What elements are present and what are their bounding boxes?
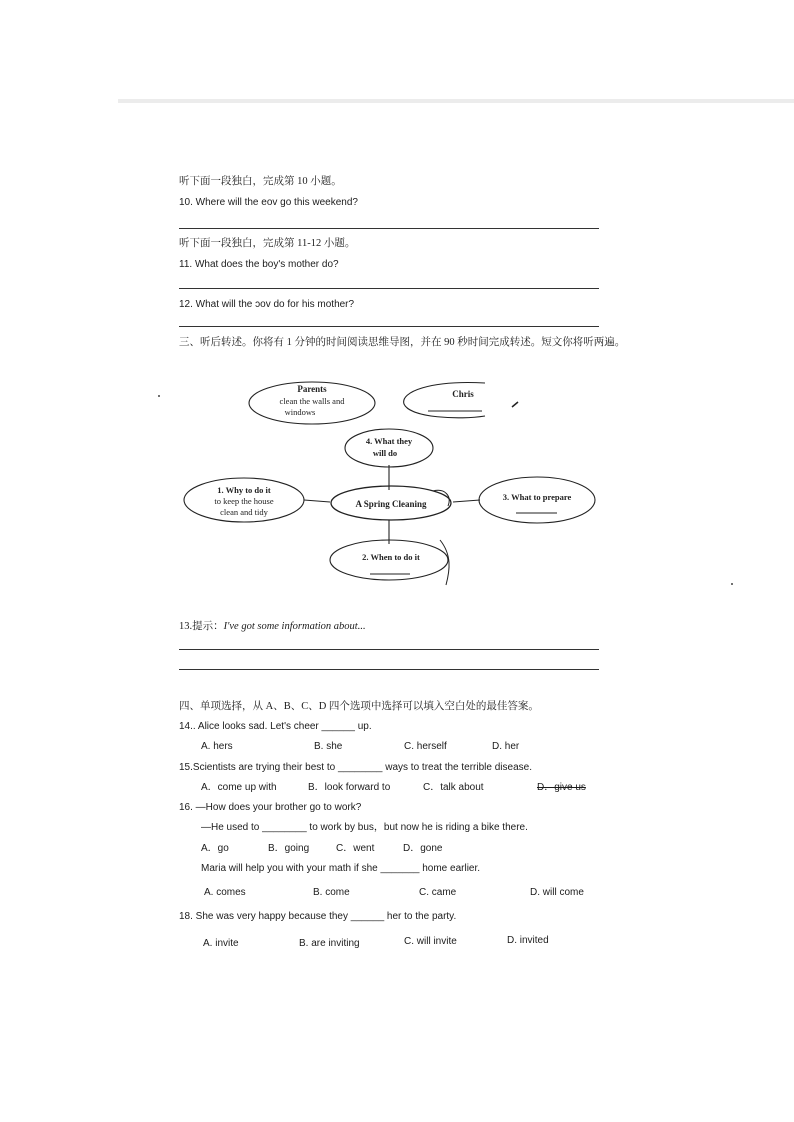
- instruction-q11-12: 听下面一段独白，完成第 11-12 小题。: [179, 238, 356, 249]
- q18-option-b[interactable]: B. are inviting: [299, 938, 360, 949]
- q18-option-c[interactable]: C. will invite: [404, 936, 457, 947]
- q16-option-a[interactable]: A．go: [201, 843, 229, 854]
- node4-line2: will do: [372, 448, 398, 458]
- node4-line1: 4. What they: [365, 436, 413, 446]
- q16-option-d[interactable]: D．gone: [403, 843, 443, 854]
- q15-option-b[interactable]: B．look forward to: [308, 782, 391, 793]
- q17-option-c[interactable]: C. came: [419, 887, 457, 898]
- chris-node: [404, 383, 485, 418]
- scribble-mark: [433, 490, 449, 506]
- q13-label: 13.提示：: [179, 621, 224, 632]
- question-13: [179, 620, 366, 633]
- q17-option-d[interactable]: D. will come: [530, 887, 584, 898]
- question-14: 14.. Alice looks sad. Let's cheer ______ up.: [179, 721, 372, 732]
- question-10: 10. Where will the eov go this weekend?: [179, 197, 358, 208]
- node1-line2: to keep the house: [214, 496, 274, 506]
- q15-option-a[interactable]: A．come up with: [201, 782, 277, 793]
- question-11: 11. What does the boy's mother do?: [179, 259, 339, 270]
- question-16-line2: —He used to ________ to work by bus，but now he is riding a bike there.: [201, 822, 528, 833]
- scribble-mark: [512, 402, 518, 407]
- retell-heading: 三、听后转述。你将有 1 分钟的时间阅读思维导图，并在 90 秒时间完成转述。短文你将听两遍。: [179, 337, 626, 348]
- q17-option-b[interactable]: B. come: [313, 887, 350, 898]
- answer-line-13a[interactable]: [179, 649, 599, 650]
- q14-option-c[interactable]: C. herself: [404, 741, 447, 752]
- center-label: A Spring Cleaning: [355, 499, 427, 509]
- answer-line-13b[interactable]: [179, 669, 599, 670]
- node2-label: 2. When to do it: [362, 552, 420, 562]
- node1-line3: clean and tidy: [220, 507, 268, 517]
- q17-option-a[interactable]: A. comes: [204, 887, 246, 898]
- question-17: Maria will help you with your math if she _______ home earlier.: [201, 863, 481, 874]
- q16-option-b[interactable]: B．going: [268, 843, 310, 854]
- chris-title: Chris: [452, 389, 474, 399]
- parents-line2: windows: [284, 407, 316, 417]
- q15-option-d[interactable]: D．give us: [537, 782, 586, 793]
- scan-speck: [158, 395, 160, 397]
- connector-left: [304, 500, 330, 502]
- mcq-heading: 四、单项选择，从 A、B、C、D 四个选项中选择可以填入空白处的最佳答案。: [179, 701, 539, 712]
- question-18: 18. She was very happy because they ______ her to the party.: [179, 911, 457, 922]
- instruction-q10: 听下面一段独白，完成第 10 小题。: [179, 176, 342, 187]
- connector-right: [453, 500, 480, 502]
- q14-option-d[interactable]: D. her: [492, 741, 520, 752]
- parents-title: Parents: [297, 384, 327, 394]
- question-15: 15.Scientists are trying their best to ________ ways to treat the terrible disease.: [179, 762, 532, 773]
- node1-line1: 1. Why to do it: [217, 485, 271, 495]
- q18-option-d[interactable]: D. invited: [507, 935, 549, 946]
- parents-line1: clean the walls and: [279, 396, 345, 406]
- scan-speck: [731, 583, 733, 585]
- q18-option-a[interactable]: A. invite: [203, 938, 239, 949]
- question-16: 16. —How does your brother go to work?: [179, 802, 362, 813]
- q13-prompt: I've got some information about...: [223, 621, 366, 632]
- question-12: 12. What will the ɔov do for his mother?: [179, 299, 355, 310]
- q16-option-c[interactable]: C．went: [336, 843, 375, 854]
- q14-option-b[interactable]: B. she: [314, 741, 343, 752]
- q14-option-a[interactable]: A. hers: [201, 741, 233, 752]
- node3-label: 3. What to prepare: [502, 492, 572, 502]
- q15-option-c[interactable]: C．talk about: [423, 782, 484, 793]
